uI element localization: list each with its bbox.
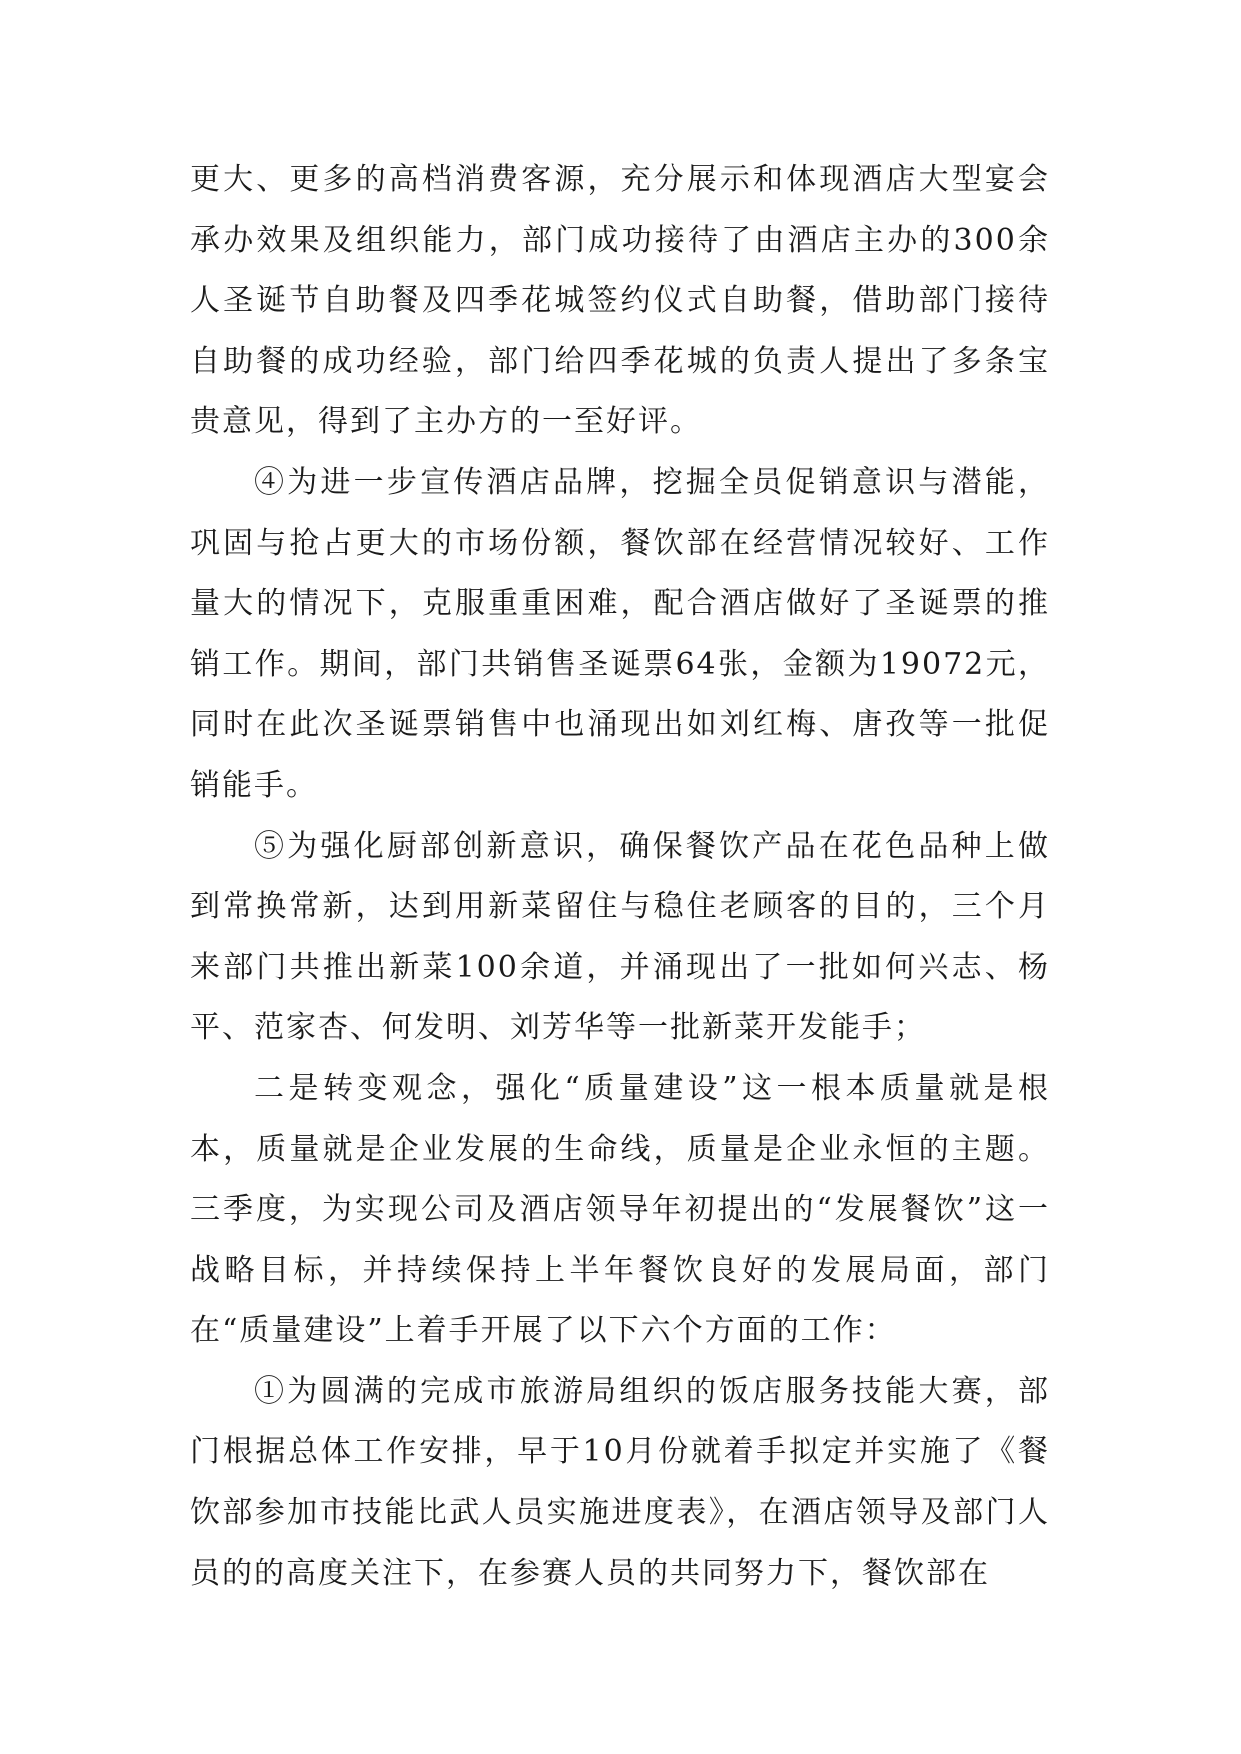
paragraph-skills-contest: ①为圆满的完成市旅游局组织的饭店服务技能大赛，部门根据总体工作安排，早于10月份就着手拟定并实施了《餐饮部参加市技能比武人员实施进度表》，在酒店领导及部门人员的的高度关注下，在参赛人员的共同努力下，餐饮部在 bbox=[190, 1373, 1050, 1591]
paragraph-new-dishes: ⑤为强化厨部创新意识，确保餐饮产品在花色品种上做到常换常新，达到用新菜留住与稳住老顾客的目的，三个月来部门共推出新菜100余道，并涌现出了一批如何兴志、杨平、范家杏、何发明、刘芳华等一批新菜开发能手； bbox=[190, 828, 1050, 1046]
document-page bbox=[190, 150, 1050, 1604]
paragraph-christmas-tickets: ④为进一步宣传酒店品牌，挖掘全员促销意识与潜能，巩固与抢占更大的市场份额，餐饮部在经营情况较好、工作量大的情况下，克服重重困难，配合酒店做好了圣诞票的推销工作。期间，部门共销售圣诞票64张，金额为19072元，同时在此次圣诞票销售中也涌现出如刘红梅、唐孜等一批促销能手。 bbox=[190, 464, 1050, 803]
paragraph-quality-building: 二是转变观念，强化“质量建设”这一根本质量就是根本，质量就是企业发展的生命线，质量是企业永恒的主题。三季度，为实现公司及酒店领导年初提出的“发展餐饮”这一战略目标，并持续保持上半年餐饮良好的发展局面，部门在“质量建设”上着手开展了以下六个方面的工作： bbox=[190, 1070, 1050, 1349]
paragraph-banquet: 更大、更多的高档消费客源，充分展示和体现酒店大型宴会承办效果及组织能力，部门成功接待了由酒店主办的300余人圣诞节自助餐及四季花城签约仪式自助餐，借助部门接待自助餐的成功经验，部门给四季花城的负责人提出了多条宝贵意见，得到了主办方的一至好评。 bbox=[190, 162, 1050, 440]
